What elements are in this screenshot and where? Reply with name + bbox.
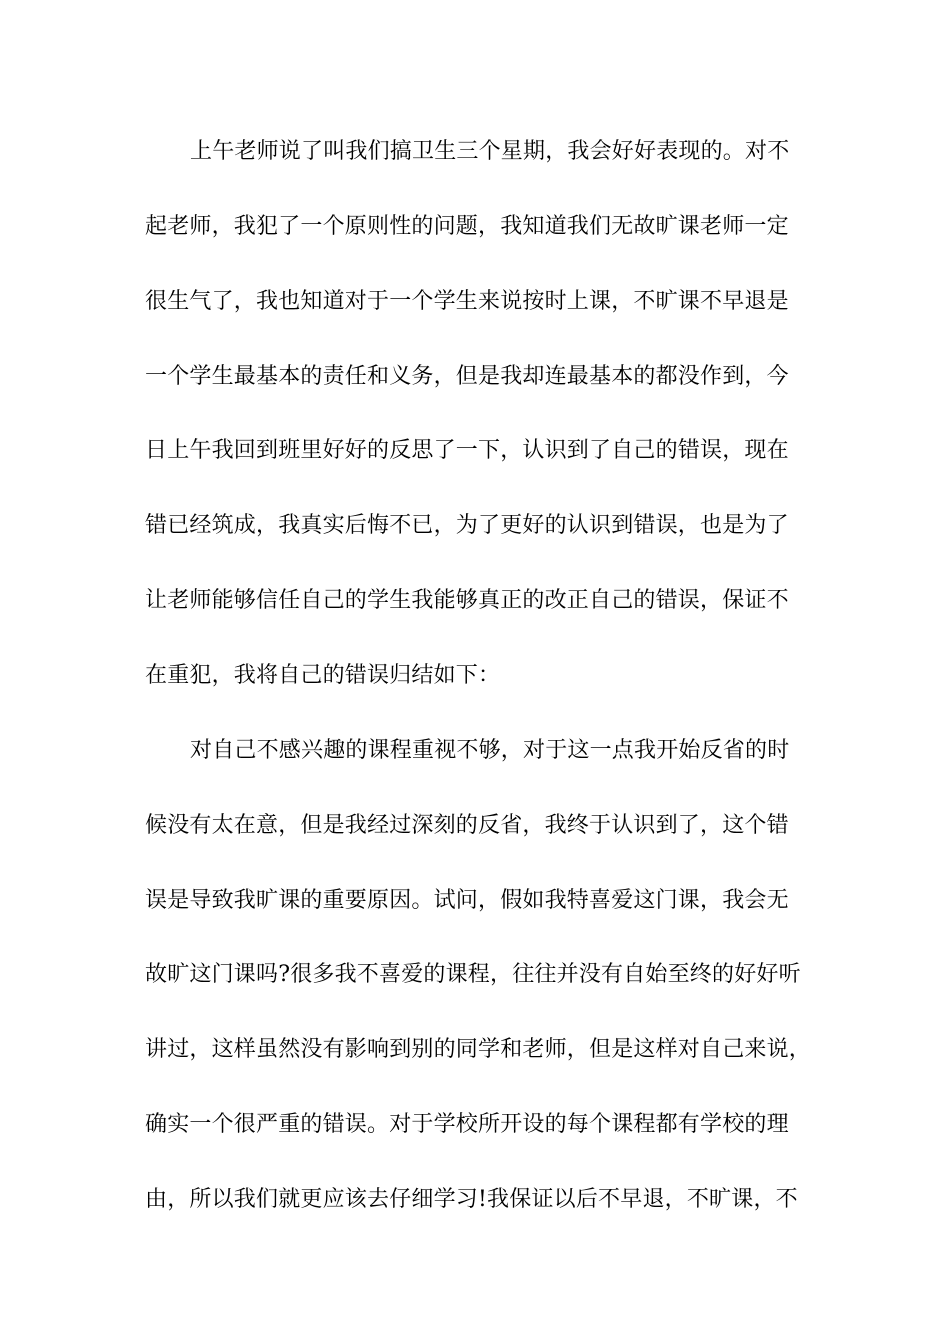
paragraph-1-line-5: 日上午我回到班里好好的反思了一下，认识到了自己的错误，现在 [145, 438, 789, 463]
paragraph-2-line-7: 由，所以我们就更应该去仔细学习!我保证以后不早退，不旷课，不 [145, 1187, 798, 1212]
paragraph-1-line-1: 上午老师说了叫我们搞卫生三个星期，我会好好表现的。对不 [190, 139, 790, 164]
paragraph-1-line-7: 让老师能够信任自己的学生我能够真正的改正自己的错误，保证不 [145, 588, 789, 613]
paragraph-1-line-3: 很生气了，我也知道对于一个学生来说按时上课，不旷课不早退是 [145, 289, 789, 314]
paragraph-2-line-2: 候没有太在意，但是我经过深刻的反省，我终于认识到了，这个错 [145, 813, 789, 838]
paragraph-1-line-4: 一个学生最基本的责任和义务，但是我却连最基本的都没作到，今 [145, 364, 789, 389]
paragraph-1-line-2: 起老师，我犯了一个原则性的问题，我知道我们无故旷课老师一定 [145, 214, 789, 239]
paragraph-2-line-1: 对自己不感兴趣的课程重视不够，对于这一点我开始反省的时 [190, 738, 790, 763]
paragraph-2-line-3: 误是导致我旷课的重要原因。试问，假如我特喜爱这门课，我会无 [145, 888, 789, 913]
paragraph-1-line-8: 在重犯，我将自己的错误归结如下： [145, 663, 501, 688]
paragraph-2-line-6: 确实一个很严重的错误。对于学校所开设的每个课程都有学校的理 [145, 1112, 789, 1137]
paragraph-2-line-4: 故旷这门课吗?很多我不喜爱的课程，往往并没有自始至终的好好听 [145, 962, 801, 987]
paragraph-1-line-6: 错已经筑成，我真实后悔不已，为了更好的认识到错误，也是为了 [145, 513, 789, 538]
paragraph-2-line-5: 讲过，这样虽然没有影响到别的同学和老师，但是这样对自己来说， [145, 1037, 812, 1062]
